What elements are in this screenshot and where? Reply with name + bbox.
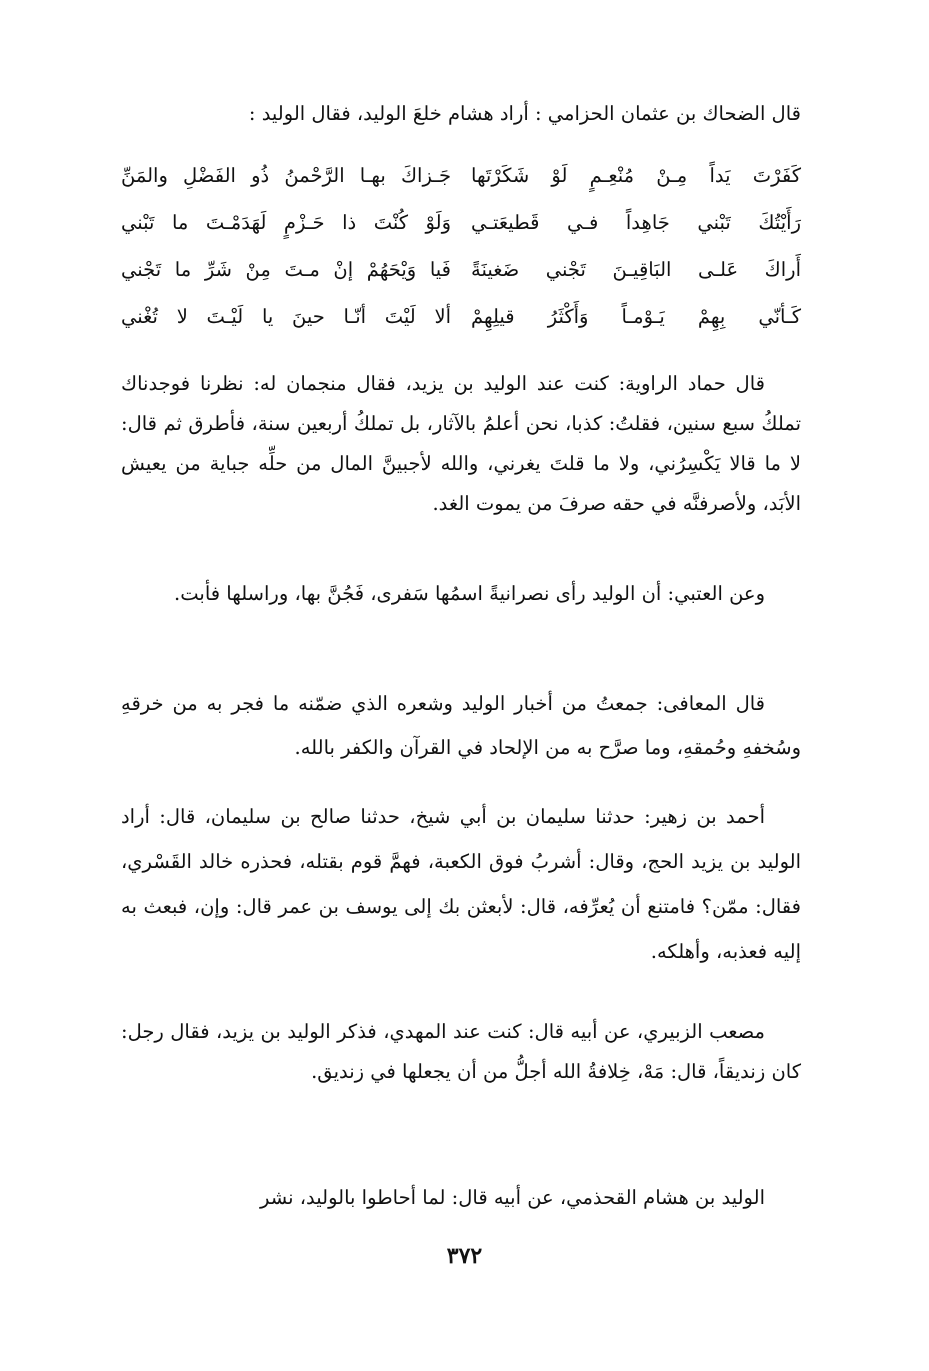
paragraph-ahmad-bin-zuhair: أحمد بن زهير: حدثنا سليمان بن أبي شيخ، حدثنا صالح بن سليمان، قال: أراد الوليد بن يزيد الحج، وقال: أشربُ فوق الكعبة، فهمَّ قوم بقتله، فحذره خالد القَسْري، فقال: ممّن؟ فامتنع أن يُعرِّفه، قال: لأبعثن بك إلى يوسف بن عمر قال: وإن، فبعث به إليه فعذبه، وأهلكه. (121, 805, 801, 963)
paragraph-musab: مصعب الزبيري، عن أبيه قال: كنت عند المهدي، فذكر الوليد بن يزيد، فقال رجل: كان زنديقاً، قال: مَهْ، خِلافةُ الله أجلُّ من أن يجعلها في زنديق. (121, 1020, 801, 1083)
poem-verse (121, 199, 801, 246)
paragraph-qahdhami: الوليد بن هشام القحذمي، عن أبيه قال: لما أحاطوا بالوليد، نشر (259, 1186, 765, 1209)
verse-second-hemistich: ألا لَيْتَ أنّـا حينَ يا لَيْـتَ لا تُغْني (121, 305, 451, 328)
poem-verse (121, 293, 801, 340)
verse-second-hemistich: جَـزاكَ بهـا الرَّحْمنُ ذُو الفَضْلِ والمَنِّ (121, 164, 451, 187)
verse-second-hemistich: وَلَوْ كُنْتَ ذا حَـزْمٍ لَهَدَمْـتَ ما تَبْني (121, 211, 451, 234)
verse-first-hemistich: رَأَيْتُكَ تَبْني جَاهِداً فـي قَطيعَتـي (471, 211, 801, 234)
verse-first-hemistich: كَفَرْتَ يَداً مِـنْ مُنْعِـمٍ لَوْ شَكَرْتَها (471, 164, 801, 187)
paragraph-muafa: قال المعافى: جمعتُ من أخبار الوليد وشعره الذي ضمّنه ما فجر به من خرقهِ وسُخفهِ وحُمقهِ، وما صرَّح به من الإلحاد في القرآن والكفر بالله. (121, 692, 801, 759)
paragraph-hammad: قال حماد الراوية: كنت عند الوليد بن يزيد، فقال منجمان له: نظرنا فوجدناك تملكُ سبع سنين، فقلتُ: كذبا، نحن أعلمُ بالآثار، بل تملكُ أربعين سنة، فأطرق ثم قال: لا ما قالا يَكْسِرُني، ولا ما قلتَ يغرني، والله لأجبينَّ المال من حلِّه جباية من يعيش الأبَد، ولأصرفنَّه في حقه صرفَ من يموت الغد. (121, 372, 801, 515)
verse-first-hemistich: أَراكَ عَلـى البَاقِيـنَ تَجْني ضَغينَةً (471, 258, 801, 281)
poem-verse (121, 152, 801, 199)
verse-first-hemistich: كَـأنّي بِهِمْ يَـوْمـاً وَأَكْثَرُ قيلِهِمْ (471, 305, 801, 328)
paragraph-utbi: وعن العتبي: أن الوليد رأى نصرانيةً اسمُها سَفرى، فَجُنَّ بها، وراسلها فأبت. (174, 582, 765, 605)
intro-line: قال الضحاك بن عثمان الحزامي : أراد هشام خلعَ الوليد، فقال الوليد : (248, 102, 801, 125)
poem-verse (121, 246, 801, 293)
page-number: ٣٧٢ (446, 1243, 483, 1269)
verse-second-hemistich: فَيا وَيْحَهُمْ إنْ مـتَ مِنْ شَرِّ ما تَجْني (121, 258, 451, 281)
poem (121, 152, 801, 340)
